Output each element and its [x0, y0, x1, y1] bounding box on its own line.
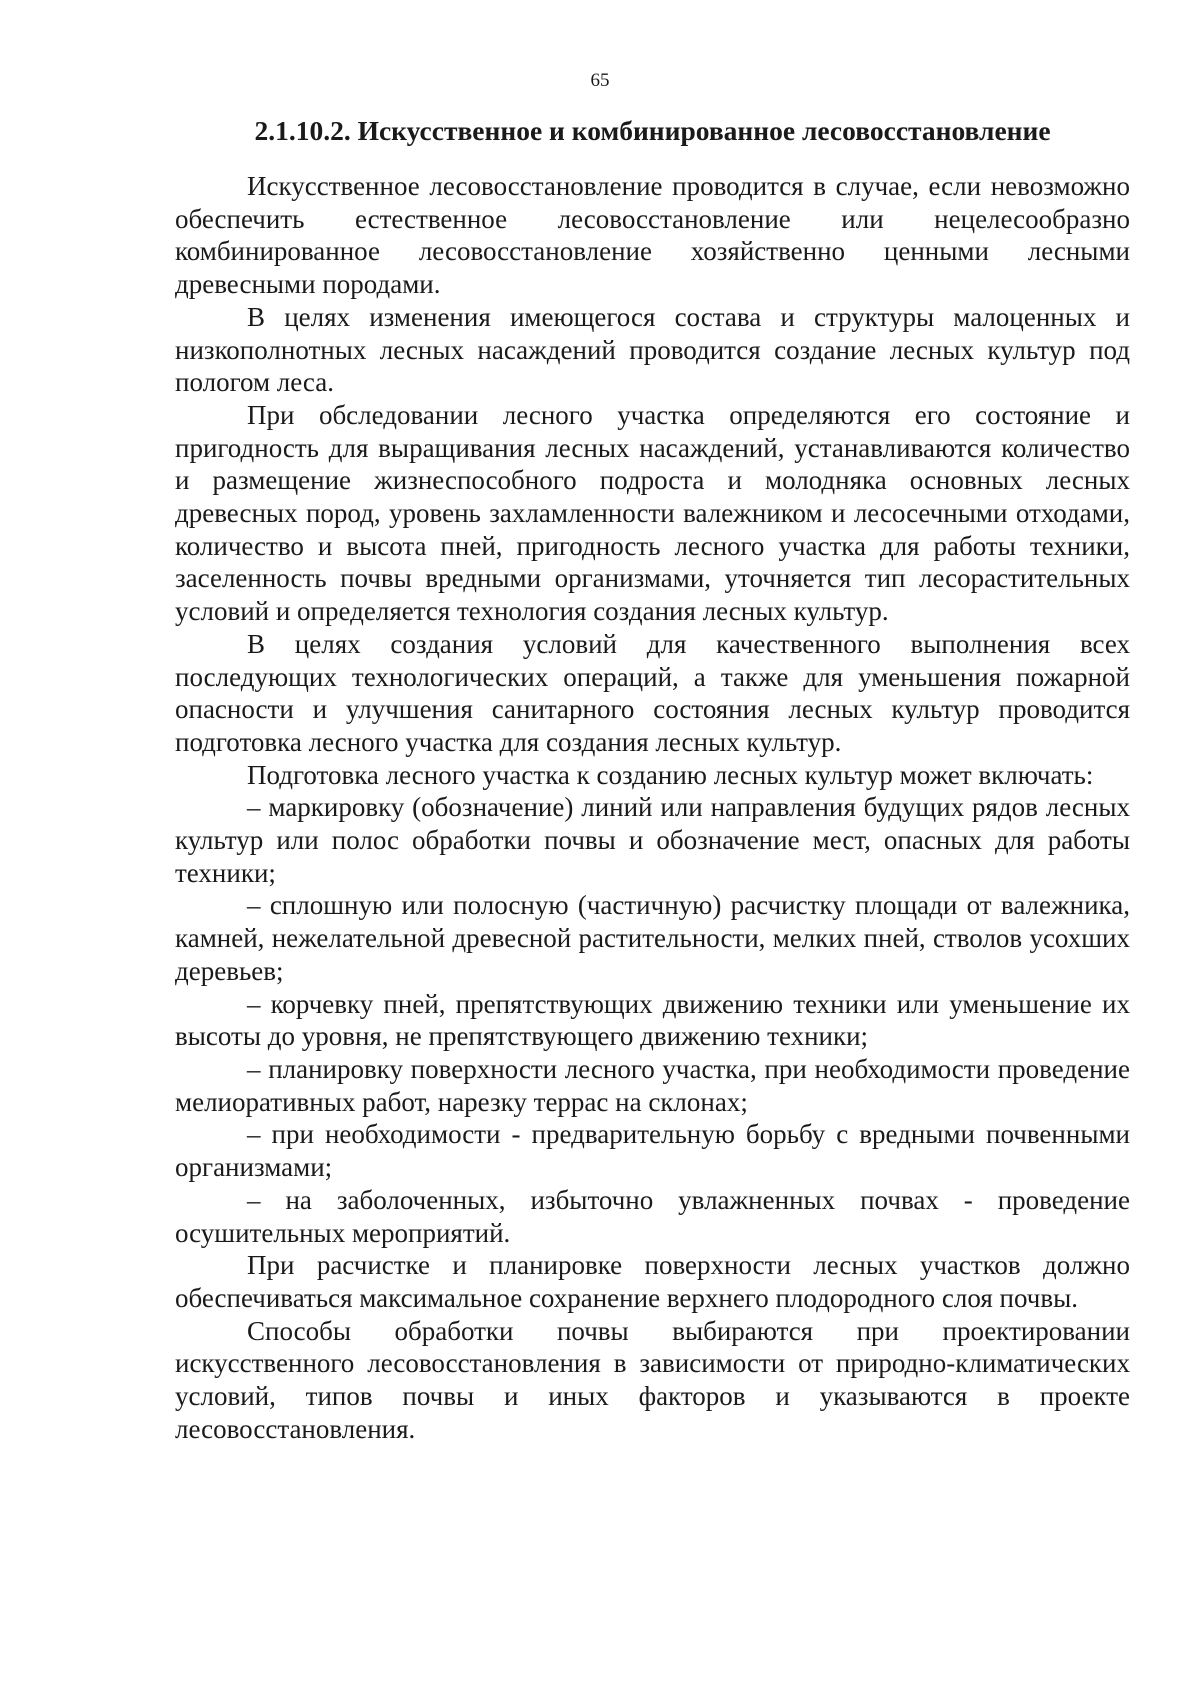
paragraph-topsoil-preservation: При расчистке и планировке поверхности лесных участков должно обеспечиваться максимальное сохранение верхнего плодородного слоя почвы. — [175, 1250, 1130, 1313]
section-title: 2.1.10.2. Искусственное и комбинированное лесовосстановление — [254, 115, 1051, 146]
list-item-surface-leveling: – планировку поверхности лесного участка, при необходимости проведение мелиоративных работ, нарезку террас на склонах; — [175, 1053, 1130, 1117]
page-number: 65 — [590, 70, 610, 91]
list-item-stump-removal: – корчевку пней, препятствующих движению техники или уменьшение их высоты до уровня, не препятствующего движению техники; — [175, 988, 1130, 1052]
paragraph-artificial-reforestation: Искусственное лесовосстановление проводится в случае, если невозможно обеспечить естественное лесовосстановление или нецелесообразно комбинированное лесовосстановление хозяйственно ценными лесными древесными породами. — [175, 171, 1130, 300]
document-body — [175, 170, 1130, 1445]
paragraph-preparation-includes: Подготовка лесного участка к созданию лесных культур может включать: — [247, 759, 1094, 790]
paragraph-soil-treatment-methods: Способы обработки почвы выбираются при проектировании искусственного лесовосстановления в зависимости от природно-климатических условий, типов почвы и иных факторов и указываются в проекте лесовосстановления. — [175, 1315, 1130, 1444]
paragraph-site-survey: При обследовании лесного участка определяются его состояние и пригодность для выращивания лесных насаждений, устанавливаются количество и размещение жизнеспособного подроста и молодняка основных лесных древесных пород, уровень захламленности валежником и лесосечными отходами, количество и высота пней, пригодность лесного участка для работы техники, заселенность почвы вредными организмами, уточняется тип лесорастительных условий и определяется технология создания лесных культур. — [175, 399, 1130, 627]
list-item-clearing: – сплошную или полосную (частичную) расчистку площади от валежника, камней, нежелательной древесной растительности, мелких пней, стволов усохших деревьев; — [175, 890, 1130, 986]
paragraph-under-canopy-plantations: В целях изменения имеющегося состава и структуры малоценных и низкополнотных лесных насаждений проводится создание лесных культур под пологом леса. — [175, 301, 1130, 398]
list-item-drainage: – на заболоченных, избыточно увлажненных почвах - проведение осушительных мероприятий. — [175, 1184, 1130, 1248]
paragraph-site-preparation-purpose: В целях создания условий для качественного выполнения всех последующих технологических операций, а также для уменьшения пожарной опасности и улучшения санитарного состояния лесных культур проводится подготовка лесного участка для создания лесных культур. — [175, 628, 1130, 757]
list-item-pest-control: – при необходимости - предварительную борьбу с вредными почвенными организмами; — [175, 1119, 1130, 1183]
list-item-marking: – маркировку (обозначение) линий или направления будущих рядов лесных культур или полос обработки почвы и обозначение мест, опасных для работы техники; — [175, 792, 1130, 888]
